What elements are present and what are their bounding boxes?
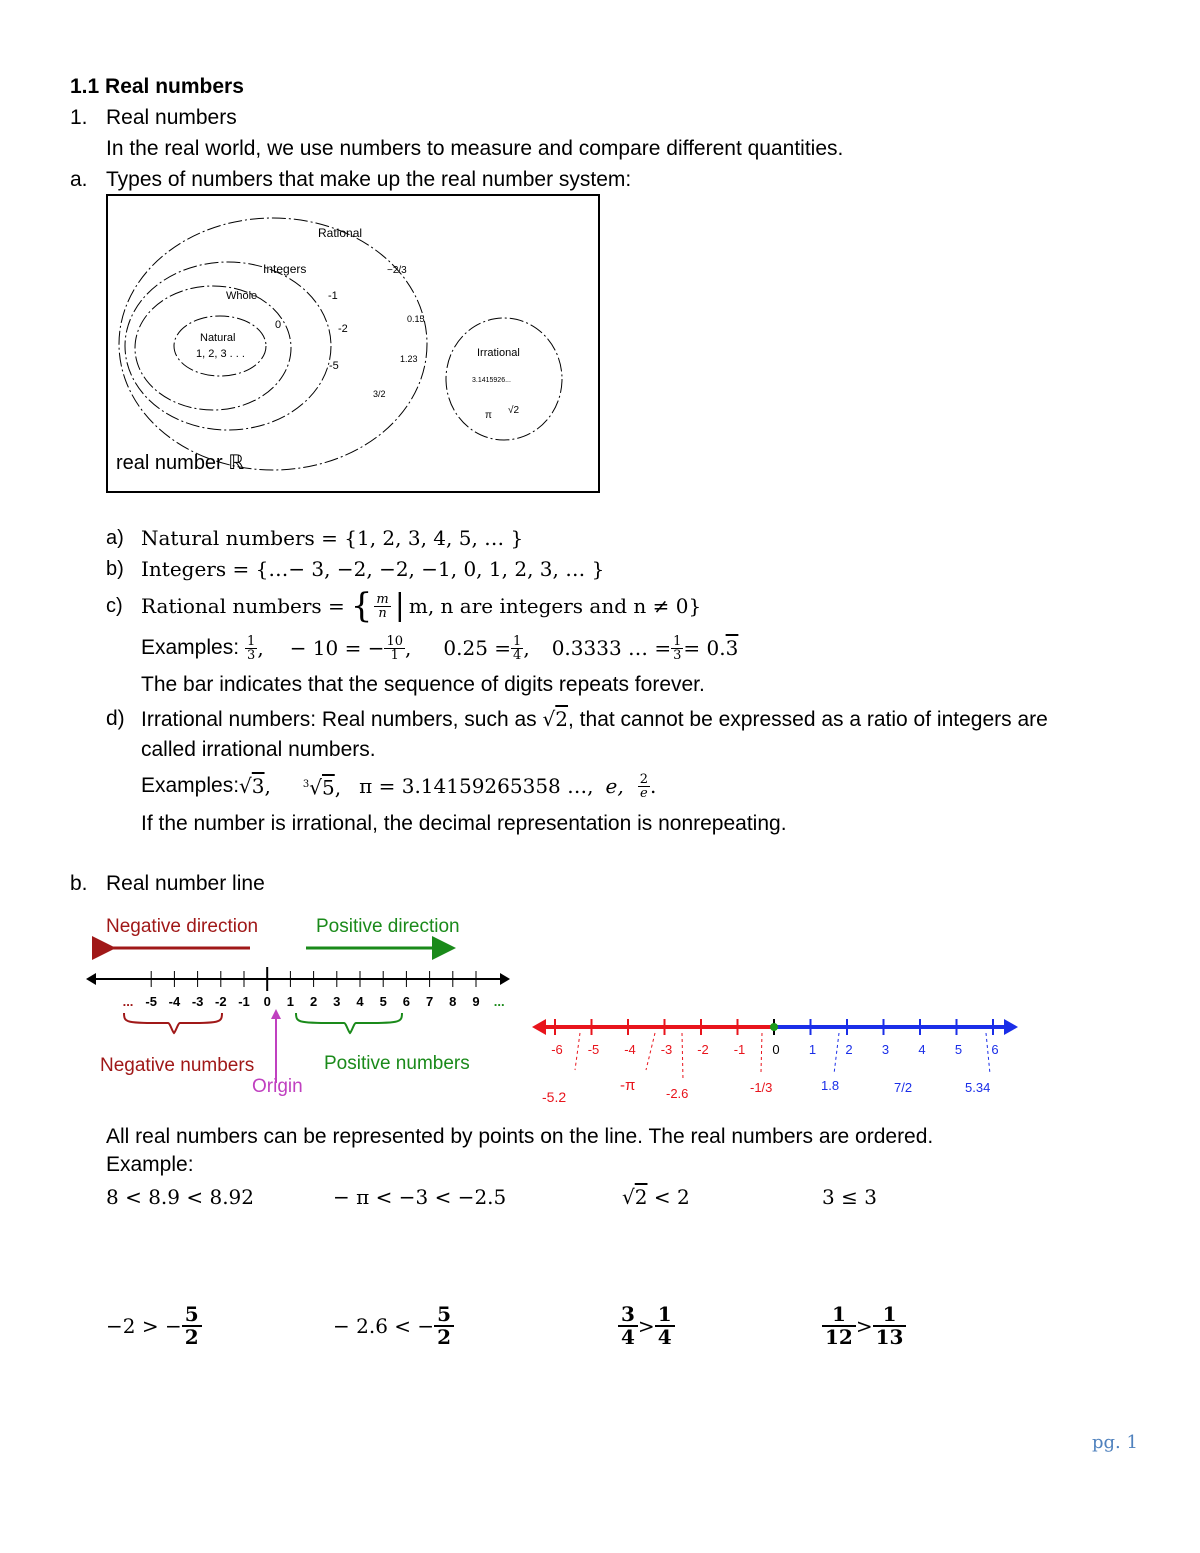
e-symbol: e,: [605, 774, 624, 798]
ineq-3-rest: < 2: [653, 1185, 690, 1209]
axis-tick-label: 0: [263, 994, 271, 1009]
venn-item-pi: π: [485, 410, 492, 421]
negative-brace: [124, 1013, 222, 1033]
handwritten-number-line: [528, 1010, 1022, 1105]
axis-tick-label: -2: [215, 994, 227, 1009]
part-b-title: Real number line: [106, 872, 265, 895]
examples-label-d: Examples:: [141, 774, 240, 797]
open-brace: {: [350, 586, 373, 626]
ineq-8: 1 12 > 1 13: [822, 1298, 906, 1354]
red-arrowhead: [532, 1019, 546, 1035]
axis-tick-label: ...: [493, 994, 505, 1009]
positive-direction-label: Positive direction: [316, 916, 460, 937]
def-b-integers: Integers = {…− 3, −2, −2, −1, 0, 1, 2, 3, … }: [141, 557, 605, 581]
part-b-label: b.: [70, 872, 88, 895]
rational-label: Rational: [318, 226, 363, 240]
def-d-line2: called irrational numbers.: [141, 738, 376, 761]
def-d-text2: , that cannot be expressed as a ratio of integers are: [568, 708, 1048, 731]
label-5-34: 5.34: [965, 1080, 991, 1095]
label-neg-one-third: -1/3: [750, 1080, 773, 1095]
positive-numbers-label: Positive numbers: [324, 1053, 470, 1074]
handwritten-tick-label: 0: [772, 1042, 780, 1057]
frac-one-third-b: $\frac{1}{3}$: [673, 633, 682, 663]
label-1-8: 1.8: [821, 1078, 840, 1093]
ineq-3: √2 < 2: [622, 1185, 690, 1209]
label-neg-5-2: -5.2: [542, 1089, 567, 1105]
handwritten-tick-label: 2: [845, 1042, 853, 1057]
integers-ellipse: [125, 262, 331, 430]
def-c-bar-note: The bar indicates that the sequence of digits repeats forever.: [141, 673, 705, 696]
venn-item-three-halves: 3/2: [373, 389, 386, 399]
positive-brace: [296, 1013, 402, 1033]
venn-item-neg1: -1: [328, 290, 338, 302]
venn-item-neg5: -5: [329, 360, 339, 372]
page-number: pg. 1: [1092, 1432, 1138, 1453]
venn-item-neg-two-thirds: −2/3: [387, 265, 407, 276]
venn-item-pi-decimal: 3.1415926...: [472, 377, 511, 384]
frac-two-over-e: $\frac{2}{e}$: [639, 771, 648, 801]
venn-caption: real number ℝ: [116, 452, 245, 474]
venn-item-1-23: 1.23: [400, 354, 418, 364]
handwritten-tick-label: 3: [881, 1042, 890, 1057]
ineq-4: 3 ≤ 3: [822, 1185, 877, 1209]
axis-tick-label: 6: [402, 994, 411, 1009]
natural-label: Natural: [200, 332, 236, 344]
def-c-suffix: m, n are integers and n ≠ 0}: [408, 594, 702, 618]
section-number: 1.: [70, 106, 88, 129]
whole-label: Whole: [226, 290, 258, 302]
axis-tick-label: 7: [425, 994, 434, 1009]
handwritten-tick-label: -3: [660, 1042, 673, 1057]
natural-values: 1, 2, 3 . . .: [196, 348, 245, 360]
pi-value: π = 3.14159265358 …,: [359, 774, 594, 798]
def-d-examples: Examples: √3, $^3$√5, π = 3.14159265358 …, e, $\frac{2}{e}$ .: [141, 771, 657, 801]
def-c-examples: Examples: $\frac{1}{3}$ , − 10 = − $\frac{10}{1}$ , 0.25 = $\frac{1}{4}$ , 0.3333 … = $\frac{1}{3}$ = 0.3: [141, 633, 739, 663]
def-c-label: c): [106, 595, 123, 617]
handwritten-tick-label: 4: [918, 1042, 926, 1057]
axis-tick-label: -3: [191, 994, 204, 1009]
ineq-2: − π < −3 < −2.5: [333, 1185, 507, 1209]
axis-tick-label: 5: [379, 994, 387, 1009]
def-c-rational: [141, 584, 701, 628]
def-c-prefix: Rational numbers =: [141, 594, 345, 618]
origin-label: Origin: [252, 1076, 303, 1097]
handwritten-tick-label: -6: [551, 1042, 563, 1057]
def-d-text1: Irrational numbers: Real numbers, such as: [141, 708, 537, 731]
label-seven-halves: 7/2: [894, 1080, 913, 1095]
venn-svg: [108, 196, 598, 491]
rational-ellipse: [119, 218, 427, 470]
handwritten-tick-label: 5: [954, 1042, 963, 1057]
section-intro: In the real world, we use numbers to measure and compare different quantities.: [106, 137, 844, 160]
def-d-note: If the number is irrational, the decimal representation is nonrepeating.: [141, 812, 787, 835]
blue-arrowhead: [1004, 1019, 1018, 1035]
frac-ten-over-one: $\frac{10}{1}$: [386, 633, 404, 663]
venn-item-sqrt2: √2: [508, 405, 520, 416]
frac-5-2-a: $\frac{5}{2}$: [182, 1304, 202, 1348]
ineq-6: − 2.6 < − $\frac{5}{2}$: [333, 1298, 454, 1354]
handwritten-tick-label: -2: [697, 1042, 709, 1057]
such-that-bar: |: [394, 588, 405, 623]
frac-5-2-b: $\frac{5}{2}$: [434, 1304, 454, 1348]
ineq-5: −2 > − $\frac{5}{2}$: [106, 1298, 202, 1354]
real-number-venn-diagram: [106, 194, 600, 493]
venn-item-0-15: 0.15: [407, 314, 425, 324]
handwritten-tick-label: -4: [624, 1042, 636, 1057]
zero-point: [770, 1023, 778, 1031]
part-a-title: Types of numbers that make up the real number system:: [106, 168, 632, 191]
axis-tick-label: ...: [122, 994, 134, 1009]
natural-ellipse: [174, 316, 266, 376]
origin-arrowhead: [271, 1009, 281, 1019]
part-a-label: a.: [70, 168, 88, 191]
frac-3-4: 3 4: [618, 1304, 638, 1348]
section-title: Real numbers: [106, 106, 237, 129]
axis-tick-label: 3: [333, 994, 341, 1009]
axis-tick-label: 1: [286, 994, 295, 1009]
frac-1-12: 1 12: [822, 1304, 856, 1348]
integers-label: Integers: [263, 262, 307, 276]
def-a-natural: Natural numbers = {1, 2, 3, 4, 5, … }: [141, 526, 524, 550]
axis-tick-label: 8: [449, 994, 457, 1009]
venn-item-neg2: -2: [338, 323, 348, 335]
ineq-7: 3 4 > 1 4: [618, 1298, 675, 1354]
frac-one-fourth: $\frac{1}{4}$: [513, 633, 522, 663]
frac-one-third: $\frac{1}{3}$: [247, 633, 256, 663]
axis-tick-label: 9: [472, 994, 480, 1009]
negative-direction-label: Negative direction: [106, 916, 259, 937]
number-line-diagram: [80, 905, 520, 1100]
axis-tick-label: 4: [356, 994, 364, 1009]
frac-1-4: 1 4: [655, 1304, 675, 1348]
page-heading: 1.1 Real numbers: [70, 75, 244, 98]
handwritten-tick-label: -5: [587, 1042, 600, 1057]
m-over-n: $\frac{m}{n}$: [376, 591, 389, 621]
order-text: All real numbers can be represented by points on the line. The real numbers are ordered.: [106, 1125, 934, 1148]
label-neg-pi: -π: [620, 1077, 636, 1094]
def-a-label: a): [106, 527, 124, 549]
label-neg-2-6: -2.6: [666, 1086, 689, 1101]
examples-label: Examples:: [141, 636, 240, 659]
negative-numbers-label: Negative numbers: [100, 1055, 255, 1076]
axis-tick-label: -5: [145, 994, 157, 1009]
axis-right-arrowhead: [500, 973, 510, 985]
handwritten-tick-label: 6: [991, 1042, 999, 1057]
ineq-1: 8 < 8.9 < 8.92: [106, 1185, 255, 1209]
irrational-label: Irrational: [477, 347, 520, 359]
example-label: Example:: [106, 1153, 194, 1176]
axis-tick-label: -1: [238, 994, 250, 1009]
def-d-label: d): [106, 707, 125, 730]
def-d-line1: Irrational numbers: Real numbers, such as √2, that cannot be expressed as a ratio of integers are: [141, 707, 1048, 731]
frac-1-13: 1 13: [873, 1304, 907, 1348]
axis-left-arrowhead: [86, 973, 96, 985]
def-b-label: b): [106, 558, 124, 580]
axis-ticks: [123, 967, 505, 1009]
axis-tick-label: 2: [309, 994, 318, 1009]
handwritten-tick-label: -1: [733, 1042, 746, 1057]
handwritten-tick-label: 1: [808, 1042, 817, 1057]
axis-tick-label: -4: [168, 994, 181, 1009]
venn-item-0: 0: [275, 319, 282, 331]
